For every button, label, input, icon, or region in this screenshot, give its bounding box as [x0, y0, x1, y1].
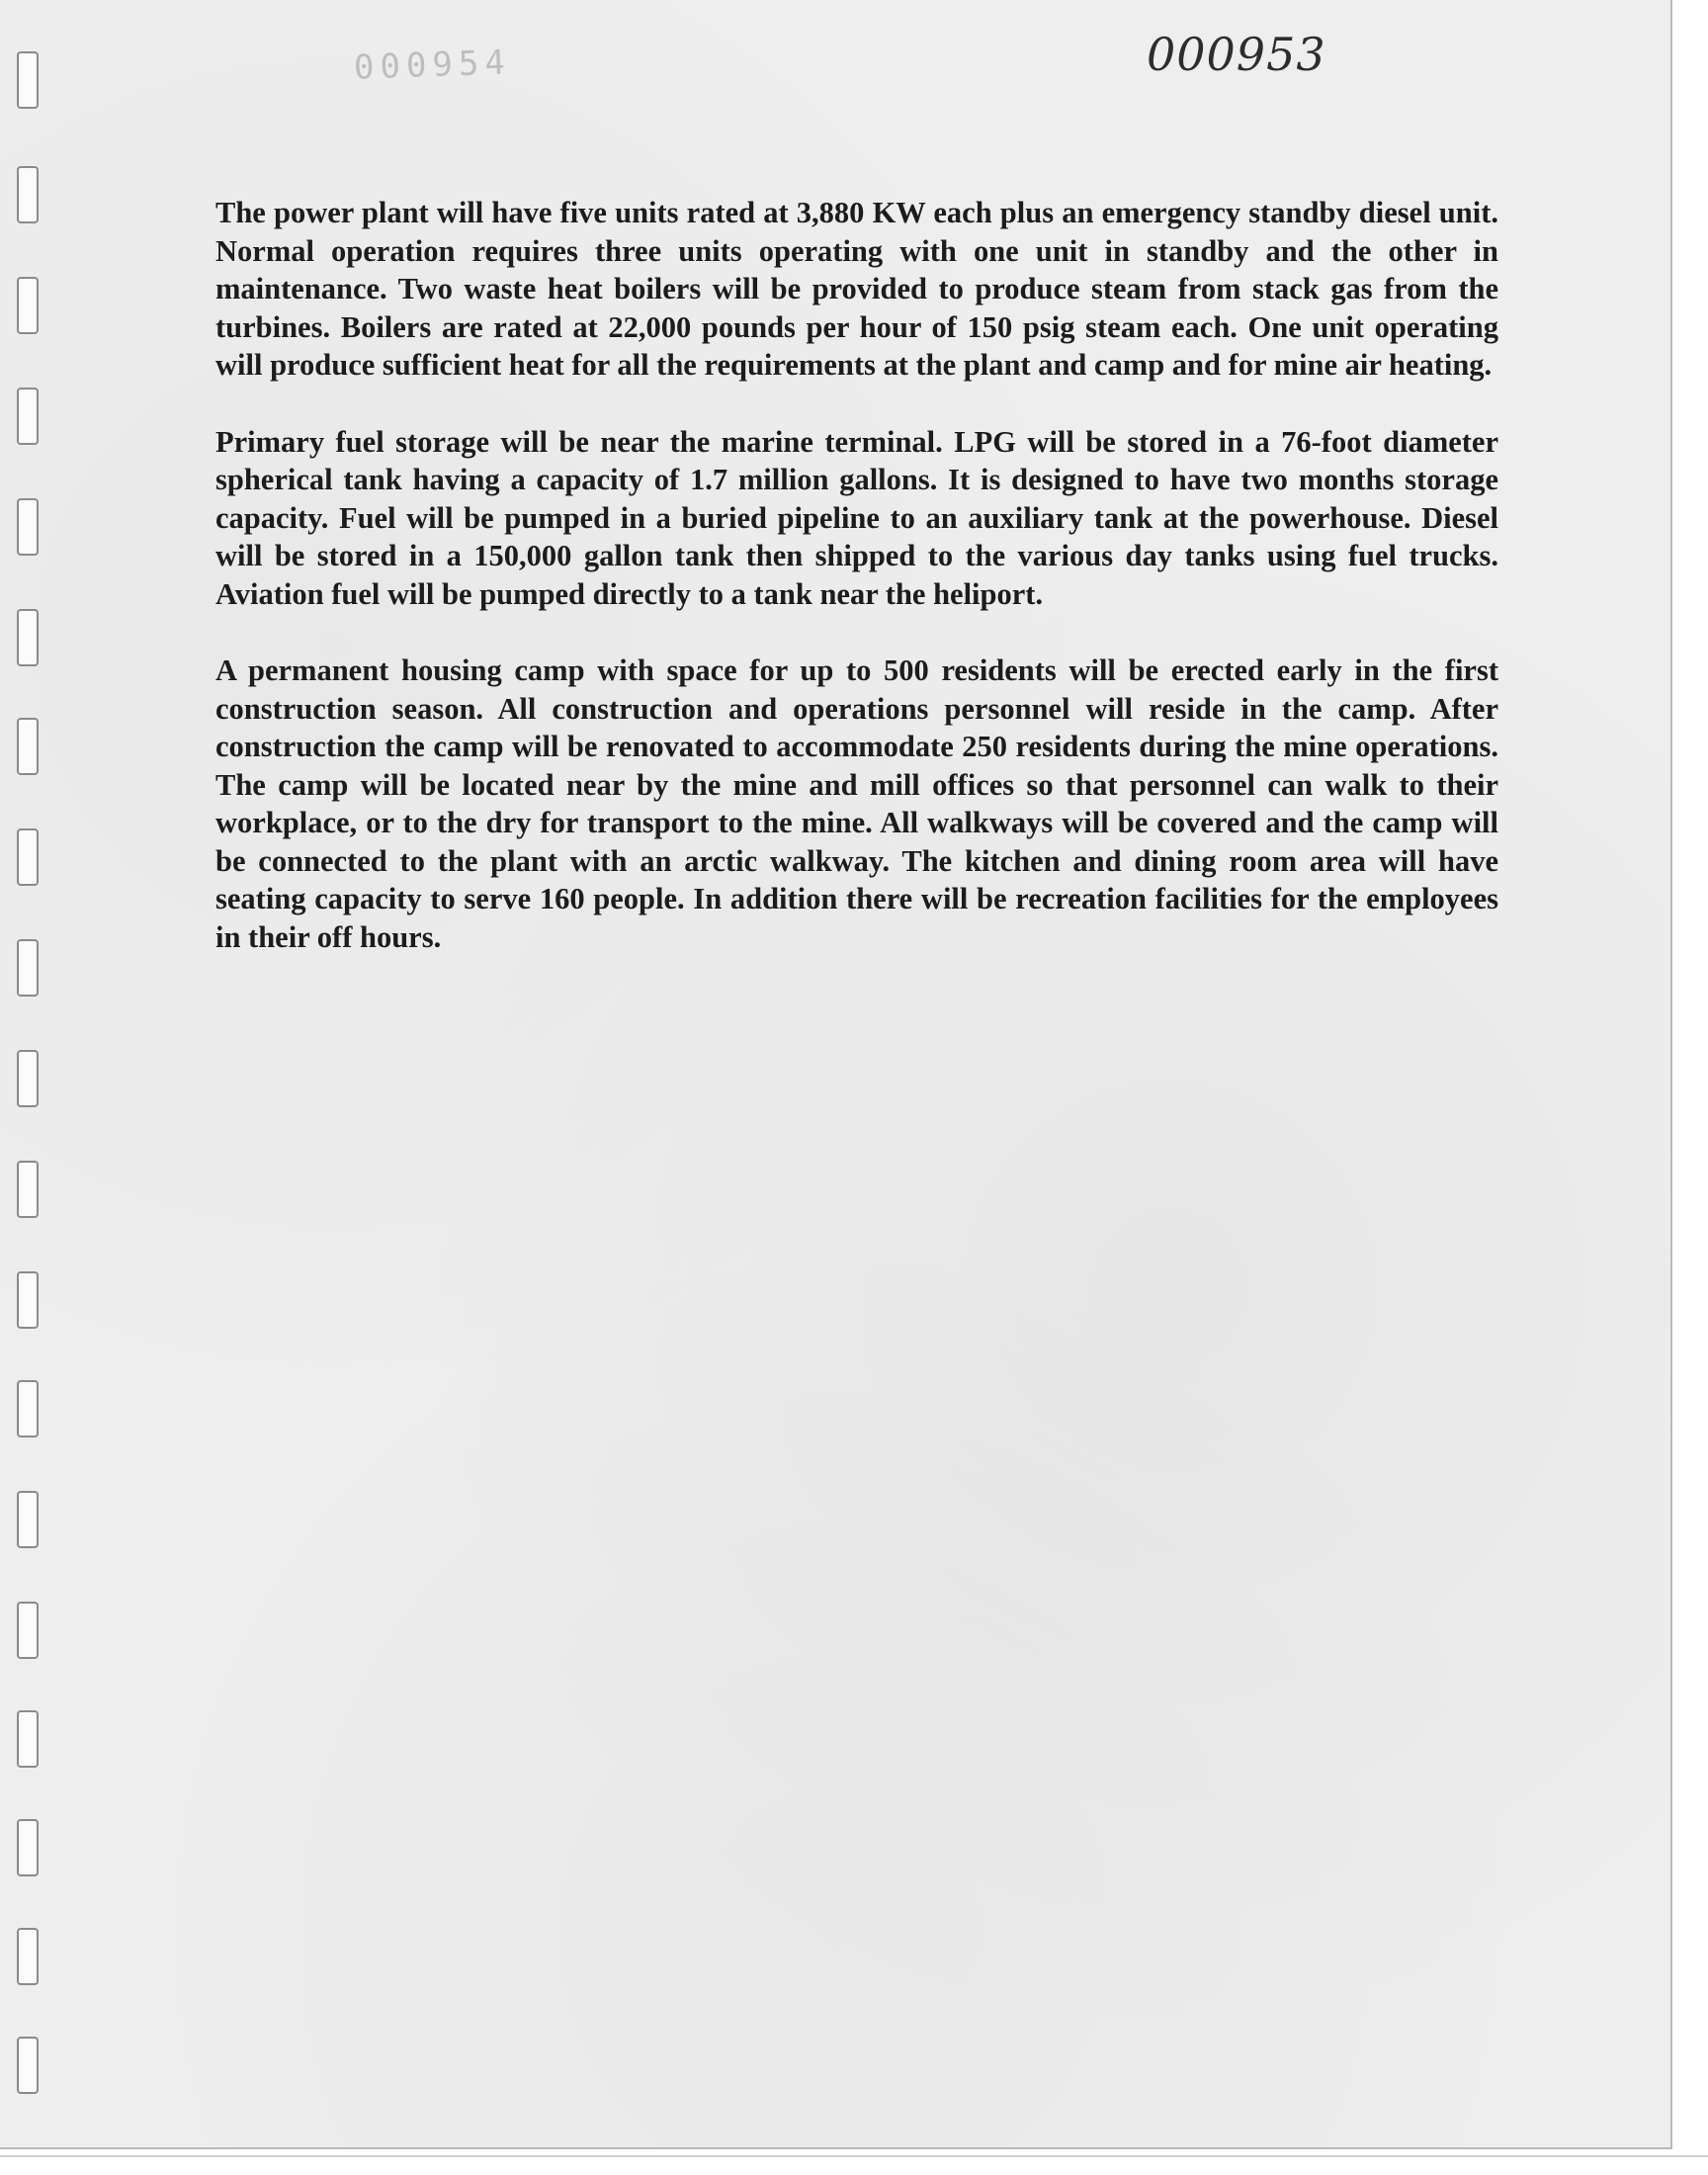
punch-hole [17, 718, 39, 775]
punch-hole [17, 498, 39, 556]
paragraph-fuel-storage: Primary fuel storage will be near the marine terminal. LPG will be stored in a 76-foot diameter spherical tank having a capacity of 1.7 million gallons. It is designed to have two months storage capacity. Fuel will be pumped in a buried pipeline to an auxiliary tank at the powerhouse. Diesel will be stored in a 150,000 gallon tank then shipped to the various day tanks using fuel trucks. Aviation fuel will be pumped directly to a tank near the heliport. [215, 424, 1498, 611]
punch-hole [17, 388, 39, 445]
handwritten-page-number: 000953 [1147, 28, 1326, 81]
punch-hole [17, 51, 39, 109]
punch-hole [17, 1161, 39, 1218]
punch-hole [17, 1050, 39, 1107]
document-body [215, 194, 1498, 995]
punch-hole [17, 1928, 39, 1985]
punch-hole [17, 166, 39, 223]
faint-stamp-number: 000954 [353, 43, 512, 88]
punch-hole [17, 1602, 39, 1659]
punch-hole [17, 277, 39, 334]
punch-hole [17, 1710, 39, 1768]
scan-edge-line [0, 2155, 1708, 2157]
punch-hole [17, 609, 39, 666]
paragraph-housing-camp: A permanent housing camp with space for up to 500 residents will be erected early in the first construction season. All construction and operations personnel will reside in the camp. After construction the camp will be renovated to accommodate 250 residents during the mine operations. The camp will be located near by the mine and mill offices so that personnel can walk to their workplace, or to the dry for transport to the mine. All walkways will be covered and the camp will be connected to the plant with an arctic walkway. The kitchen and dining room area will have seating capacity to serve 160 people. In addition there will be recreation facilities for the employees in their off hours. [215, 653, 1498, 954]
punch-hole [17, 939, 39, 997]
punch-hole [17, 2037, 39, 2094]
punch-hole [17, 828, 39, 886]
punch-hole [17, 1491, 39, 1548]
punch-hole [17, 1271, 39, 1329]
paragraph-power-plant: The power plant will have five units rated at 3,880 KW each plus an emergency standby diesel unit. Normal operation requires three units operating with one unit in standby and the other in maintenance. Two waste heat boilers will be provided to produce steam from stack gas from the turbines. Boilers are rated at 22,000 pounds per hour of 150 psig steam each. One unit operating will produce sufficient heat for all the requirements at the plant and camp and for mine air heating. [215, 196, 1498, 382]
punch-hole-strip [0, 0, 59, 2147]
punch-hole [17, 1819, 39, 1876]
punch-hole [17, 1380, 39, 1437]
